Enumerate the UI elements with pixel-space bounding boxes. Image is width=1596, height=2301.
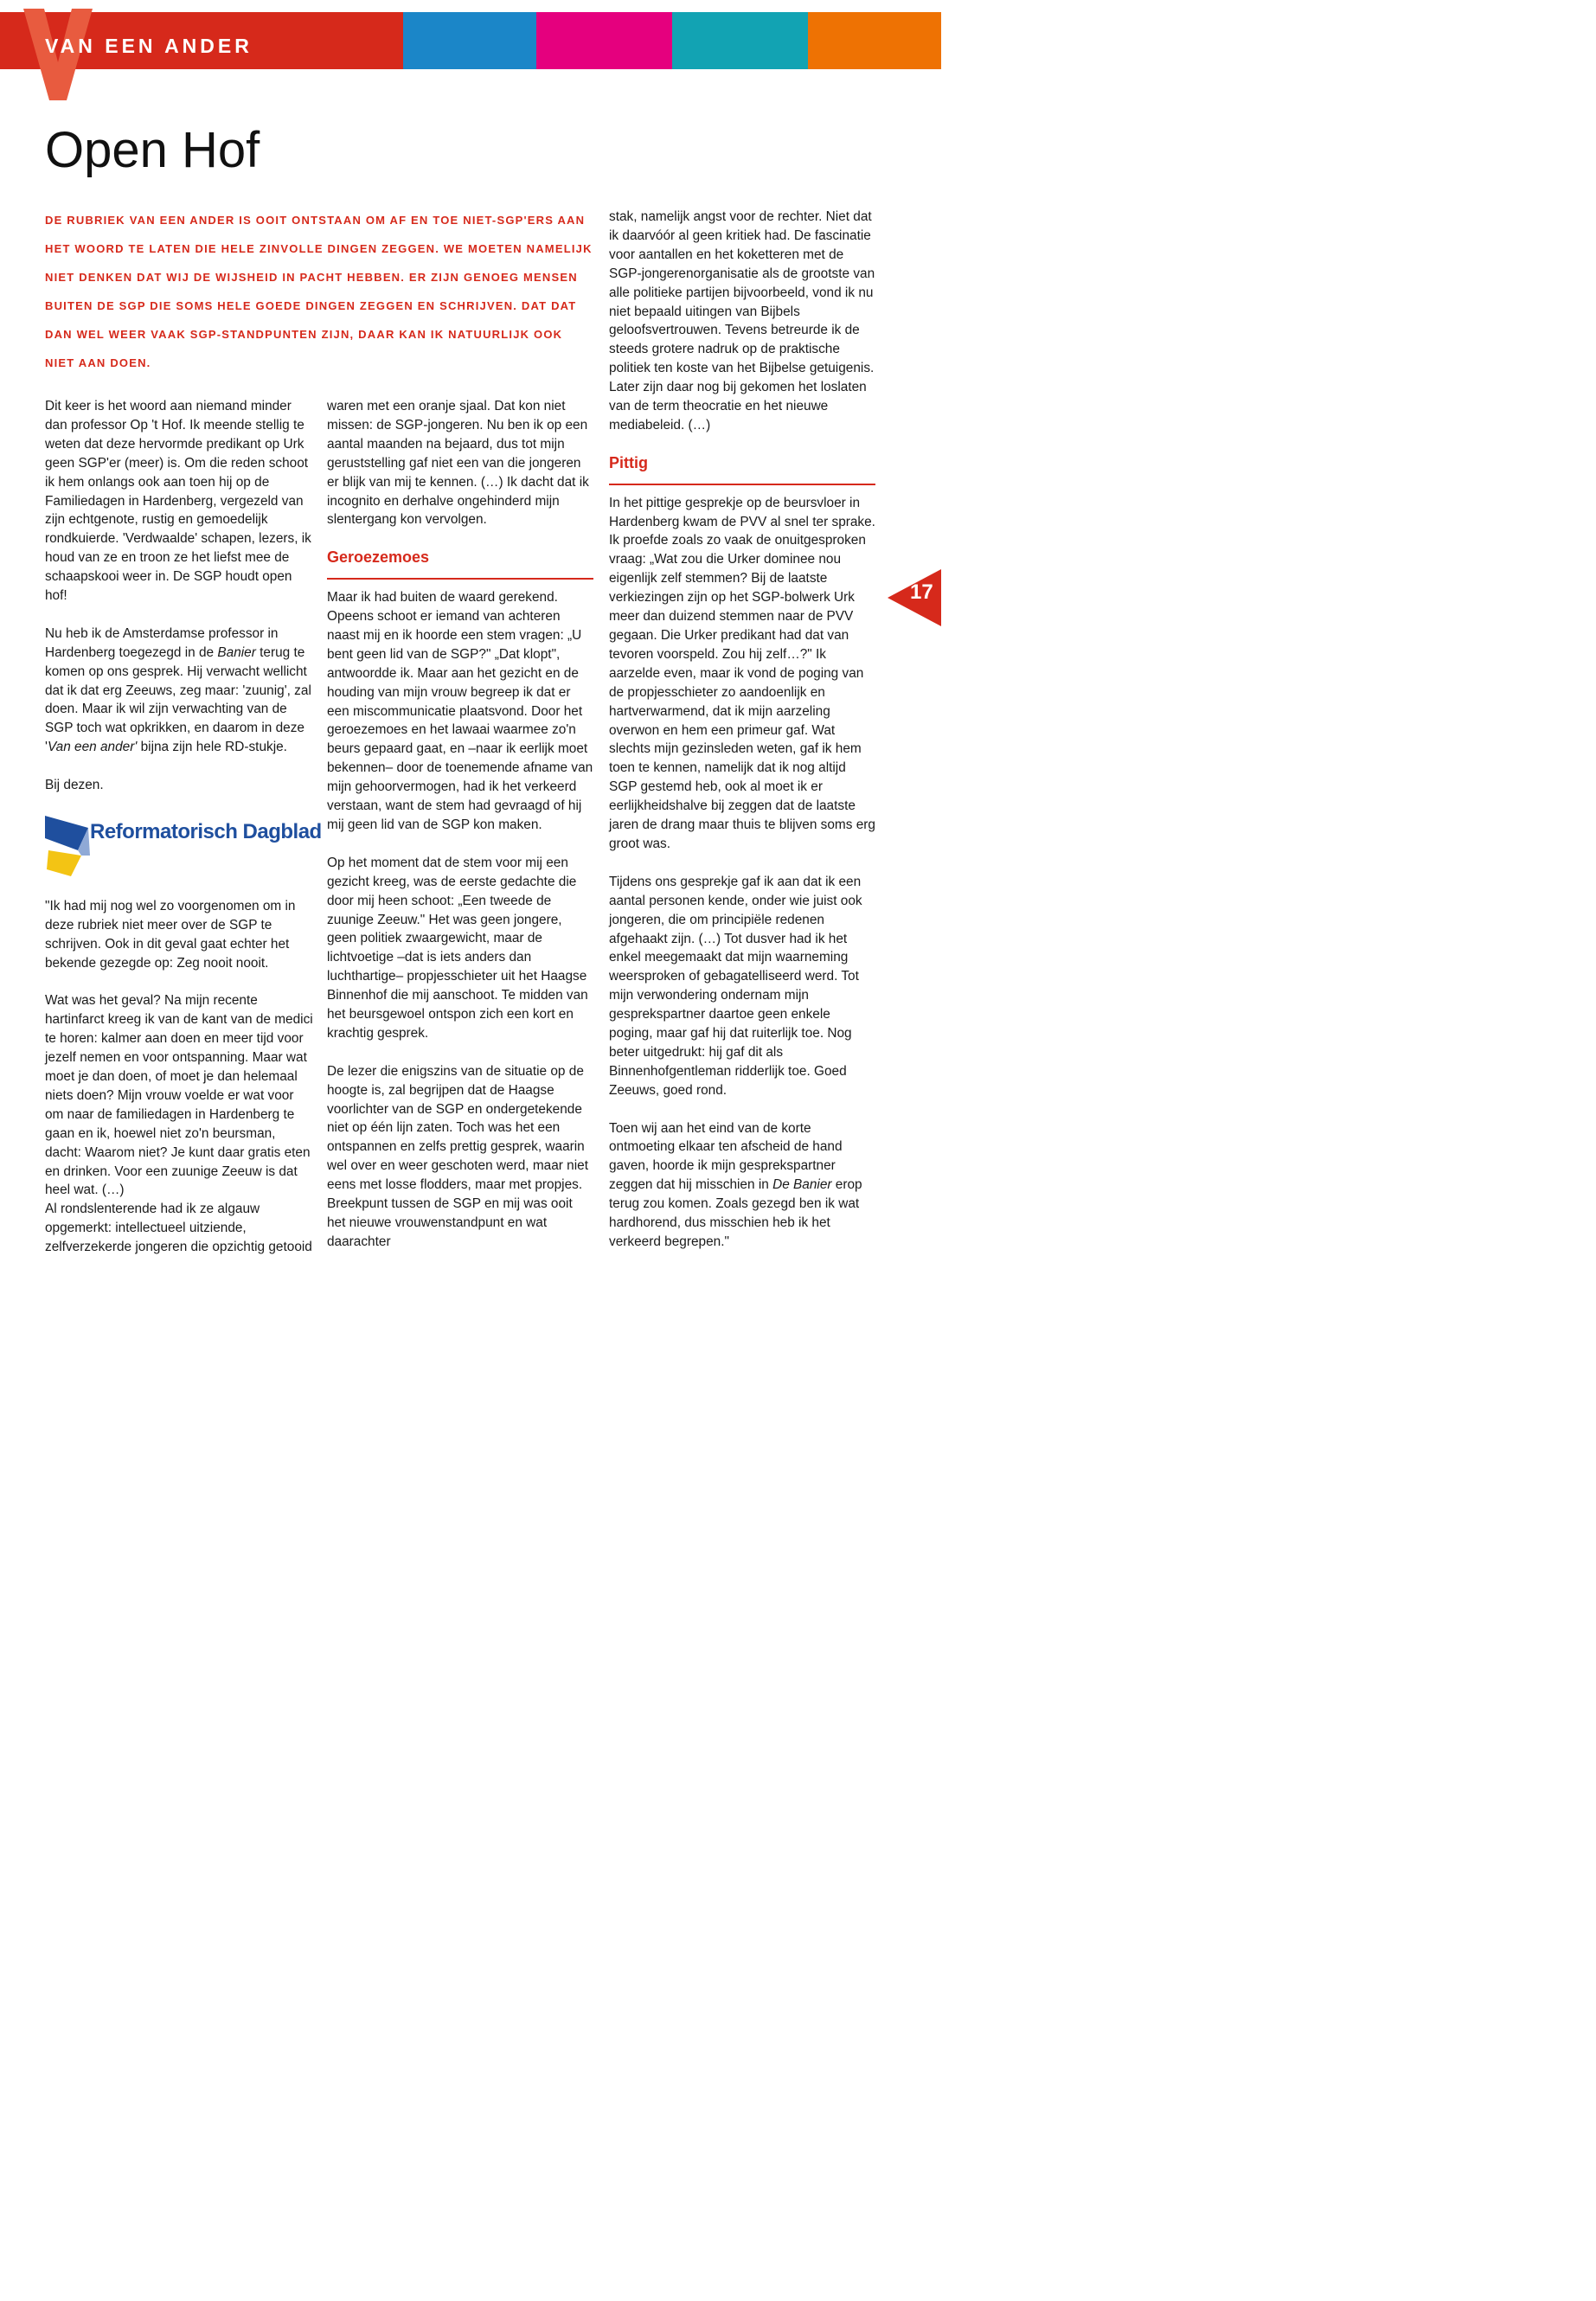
paragraph: De lezer die enigszins van de situatie op de hoogte is, zal begrijpen dat de Haagse voorlichter van de SGP en ondergetekende niet op één lijn zaten. Toch was het een ontspannen en zelfs prettig gesprek, waarin wel over en weer geschoten werd, maar niet eens met losse flodders, maar met propjes. Breekpunt tussen de SGP en mij was ooit het nieuwe vrouwenstandpunt en wat daarachter <box>327 1063 588 1249</box>
paragraph: Wat was het geval? Na mijn recente hartinfarct kreeg ik van de kant van de medici te horen: kalmer aan doen en meer tijd voor jezelf nemen en voor ontspanning. Maar wat moet je dan doen, of moet je dan helemaal niets doen? Mijn vrouw voelde er wat voor om naar de familiedagen in Hardenberg te gaan en ik, hoewel niet zo'n beursman, dacht: Waarom niet? Je kunt daar gratis eten en drinken. Voor een zuunige Zeeuw is dat heel wat. (…) <box>45 993 313 1198</box>
paragraph: Op het moment dat de stem voor mij een gezicht kreeg, was de eerste gedachte die door mij heen schoot: „Een tweede de zuunige Zeeuw." Het was geen jongere, geen politiek zwaargewicht, maar de lichtvoetige –dat is iets anders dan luchthartige– propjesschieter uit het Haagse Binnenhof die mij aanschoot. Te midden van het beursgewoel ontspon zich een kort en krachtig gesprek. <box>327 855 588 1041</box>
paragraph: "Ik had mij nog wel zo voorgenomen om in deze rubriek niet meer over de SGP te schrijven. Ook in dit geval gaat echter het bekende gezegde op: Zeg nooit nooit. <box>45 898 296 971</box>
paragraph: Al rondslenterende had ik ze algauw opgemerkt: intellectueel uitziende, zelfverzekerde jongeren die opzichtig getooid <box>45 1202 312 1255</box>
paragraph: Bij dezen. <box>45 778 104 793</box>
header-band-magenta <box>536 12 672 69</box>
column-2 <box>327 397 593 1271</box>
paragraph: stak, namelijk angst voor de rechter. Niet dat ik daarvóór al geen kritiek had. De fascinatie voor aantallen en het koketteren met de SGP-jongerenorganisatie als de grootste van alle politieke partijen bijvoorbeeld, vond ik nu niet bepaald uitingen van Bijbels geloofsvertrouwen. Tevens betreurde ik de steeds grotere nadruk op de praktische politiek ten koste van het Bijbelse getuigenis. Later zijn daar nog bij gekomen het loslaten van de term theocratie en het nieuwe mediabeleid. (…) <box>609 209 875 433</box>
subheading-geroezemoes: Geroezemoes <box>327 548 430 567</box>
header-band-orange <box>808 12 941 69</box>
subheading-rule <box>327 578 593 580</box>
paragraph: Maar ik had buiten de waard gerekend. Opeens schoot er iemand van achteren naast mij en ik hoorde een stem vragen: „U bent geen lid van de SGP?" „Dat klopt", antwoordde ik. Maar aan het gezicht en de houding van mijn vrouw begreep ik dat er een miscommunicatie plaatsvond. Door het geroezemoes en het lawaai waarmee zo'n beurs gepaard gaat, en –naar ik eerlijk moet bekennen– door de toenemende afname van mijn gehoorvermogen, had ik het verkeerd verstaan, want de stem had gevraagd of hij mij geen lid van de SGP kon maken. <box>327 590 593 833</box>
paragraph: Dit keer is het woord aan niemand minder dan professor Op 't Hof. Ik meende stellig te weten dat deze hervormde predikant op Urk geen SGP'er (meer) is. Om die reden schoot ik hem onlangs ook aan toen hij op de Familiedagen in Hardenberg, vergezeld van zijn echtgenote, rustig en gemoedelijk rondkuierde. 'Verdwaalde' schapen, lezers, ik houd van ze en troon ze het liefst mee de schaapskooi weer in. De SGP houdt open hof! <box>45 399 311 604</box>
column-3 <box>609 208 875 1271</box>
paragraph: Toen wij aan het eind van de korte ontmoeting elkaar ten afscheid de hand gaven, hoorde ik mijn gesprekspartner zeggen dat hij misschien in De Banier erop terug zou komen. Zoals gezegd ben ik wat hardhorend, dus misschien heb ik het verkeerd begrepen." <box>609 1120 862 1249</box>
paragraph: waren met een oranje sjaal. Dat kon niet missen: de SGP-jongeren. Nu ben ik op een aantal maanden na bejaard, dus tot mijn geruststelling gaf niet een van die jongeren er blijk van mij te kennen. (…) Ik dacht dat ik incognito en derhalve ongehinderd mijn slentergang kon vervolgen. <box>327 399 589 528</box>
paragraph: Tijdens ons gesprekje gaf ik aan dat ik een aantal personen kende, onder wie juist ook jongeren, die om principiële redenen afgehaakt zijn. (…) Tot dusver had ik het enkel meegemaakt dat mijn waarneming weersproken of gebagatelliseerd werd. Tot mijn verwondering ondernam mijn gesprekspartner daartoe geen enkele poging, maar gaf hij dat ruiterlijk toe. Nog beter uitgedrukt: hij gaf dit als Binnenhofgentleman ridderlijk toe. Goed Zeeuws, goed rond. <box>609 874 862 1098</box>
paragraph: Nu heb ik de Amsterdamse professor in Hardenberg toegezegd in de Banier terug te komen op ons gesprek. Hij verwacht wellicht dat ik dat erg Zeeuws, zeg maar: 'zuunig', zal doen. Maar ik wil zijn verwachting van de SGP toch wat opkrikken, en daarom in deze 'Van een ander' bijna zijn hele RD-stukje. <box>45 625 311 755</box>
section-label: VAN EEN ANDER <box>45 35 253 57</box>
subheading-pittig: Pittig <box>609 453 648 471</box>
paragraph: In het pittige gesprekje op de beursvloer in Hardenberg kwam de PVV al snel ter sprake. Ik proefde zoals zo vaak de onuitgesproken vraag: „Wat zou die Urker dominee nou eigenlijk zelf stemmen? Bij de laatste verkiezingen zijn op het SGP-bolwerk Urk meer dan duizend stemmen naar de PVV gegaan. Die Urker predikant had dat van tevoren voorspeld. Zou hij zelf…?" Ik aarzelde even, maar ik vond de poging van de propjesschieter zo aandoenlijk en hartverwarmend, dat ik mijn aarzeling overwon en hem een primeur gaf. Wat slechts mijn gezinsleden weten, gaf ik hem toen te kennen, namelijk dat ik nog altijd SGP gestemd heb, ook al moet ik er eerlijkheidshalve bij zeggen dat de laatste jaren de drang maar thuis te blijven soms erg groot was. <box>609 495 875 851</box>
rd-emblem-icon <box>45 816 90 878</box>
page-number: 17 <box>910 580 933 604</box>
header-band-teal <box>672 12 808 69</box>
reformatorisch-dagblad-logo <box>45 814 322 878</box>
subheading-rule <box>609 484 875 485</box>
column-1 <box>45 397 322 1276</box>
header-band-blue <box>403 12 536 69</box>
article-lead: DE RUBRIEK VAN EEN ANDER IS OOIT ONTSTAAN OM AF EN TOE NIET-SGP'ERS AAN HET WOORD TE LATEN DIE HELE ZINVOLLE DINGEN ZEGGEN. WE MOETEN NAMELIJK NIET DENKEN DAT WIJ DE WIJSHEID IN PACHT HEBBEN. ER ZIJN GENOEG MENSEN BUITEN DE SGP DIE SOMS HELE GOEDE DINGEN ZEGGEN EN SCHRIJVEN. DAT DAT DAN WEL WEER VAAK SGP-STANDPUNTEN ZIJN, DAAR KAN IK NATUURLIJK OOK NIET AAN DOEN. <box>45 214 593 369</box>
logo-text: Reformatorisch Dagblad <box>90 819 322 843</box>
article-title: Open Hof <box>45 122 260 178</box>
